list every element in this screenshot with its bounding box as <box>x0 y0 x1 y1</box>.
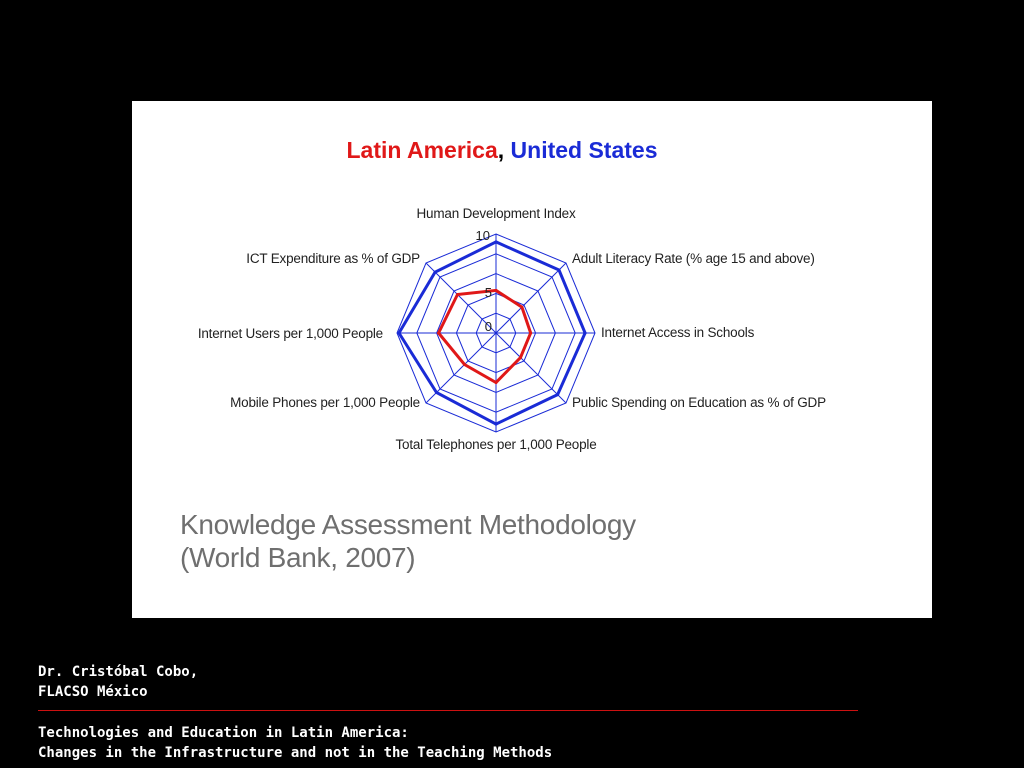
talk-title-line-1: Technologies and Education in Latin America: <box>38 725 409 741</box>
axis-label-3: Public Spending on Education as % of GDP <box>572 395 826 411</box>
caption-line-1: Knowledge Assessment Methodology <box>180 509 636 540</box>
chart-figure <box>132 101 932 618</box>
series-0-point-4 <box>495 381 498 384</box>
axis-label-1: Adult Literacy Rate (% age 15 and above) <box>572 250 815 266</box>
talk-title-block <box>38 723 552 763</box>
footer-divider <box>38 710 858 711</box>
series-0-line <box>439 290 531 382</box>
scale-label-2: 0 <box>484 319 492 334</box>
talk-title-line-2: Changes in the Infrastructure and not in the Teaching Methods <box>38 745 553 761</box>
series-0-point-7 <box>456 293 459 296</box>
axis-label-4: Total Telephones per 1,000 People <box>395 437 597 452</box>
author-affiliation: FLACSO México <box>38 684 148 700</box>
author-block <box>38 662 198 702</box>
axis-label-7: ICT Expenditure as % of GDP <box>246 250 420 266</box>
chart-caption <box>180 508 636 574</box>
scale-label-0: 10 <box>475 228 490 243</box>
series-1-point-3 <box>556 393 559 396</box>
series-1-point-2 <box>584 332 587 335</box>
series-0-point-6 <box>437 332 440 335</box>
series-0-point-1 <box>520 306 523 309</box>
series-1-point-5 <box>435 391 438 394</box>
series-1-point-4 <box>495 423 498 426</box>
title-latin-america: Latin America <box>346 137 498 163</box>
series-1-point-1 <box>558 268 561 271</box>
title-united-states: United States <box>510 137 658 163</box>
axis-label-6: Internet Users per 1,000 People <box>197 326 383 341</box>
series-0-point-5 <box>463 363 466 366</box>
title-separator: , <box>497 137 505 163</box>
series-1-point-7 <box>434 271 437 274</box>
scale-label-1: 5 <box>484 285 492 300</box>
series-1-point-6 <box>397 332 400 335</box>
axis-label-0: Human Development Index <box>416 206 576 221</box>
axis-label-5: Mobile Phones per 1,000 People <box>230 395 420 411</box>
series-0-point-0 <box>495 289 498 292</box>
axis-label-2: Internet Access in Schools <box>601 325 755 340</box>
series-0-point-3 <box>519 356 522 359</box>
series-1-point-0 <box>495 240 498 243</box>
series-0-point-2 <box>529 332 532 335</box>
caption-line-2: (World Bank, 2007) <box>180 542 416 573</box>
author-name: Dr. Cristóbal Cobo, <box>38 664 199 680</box>
